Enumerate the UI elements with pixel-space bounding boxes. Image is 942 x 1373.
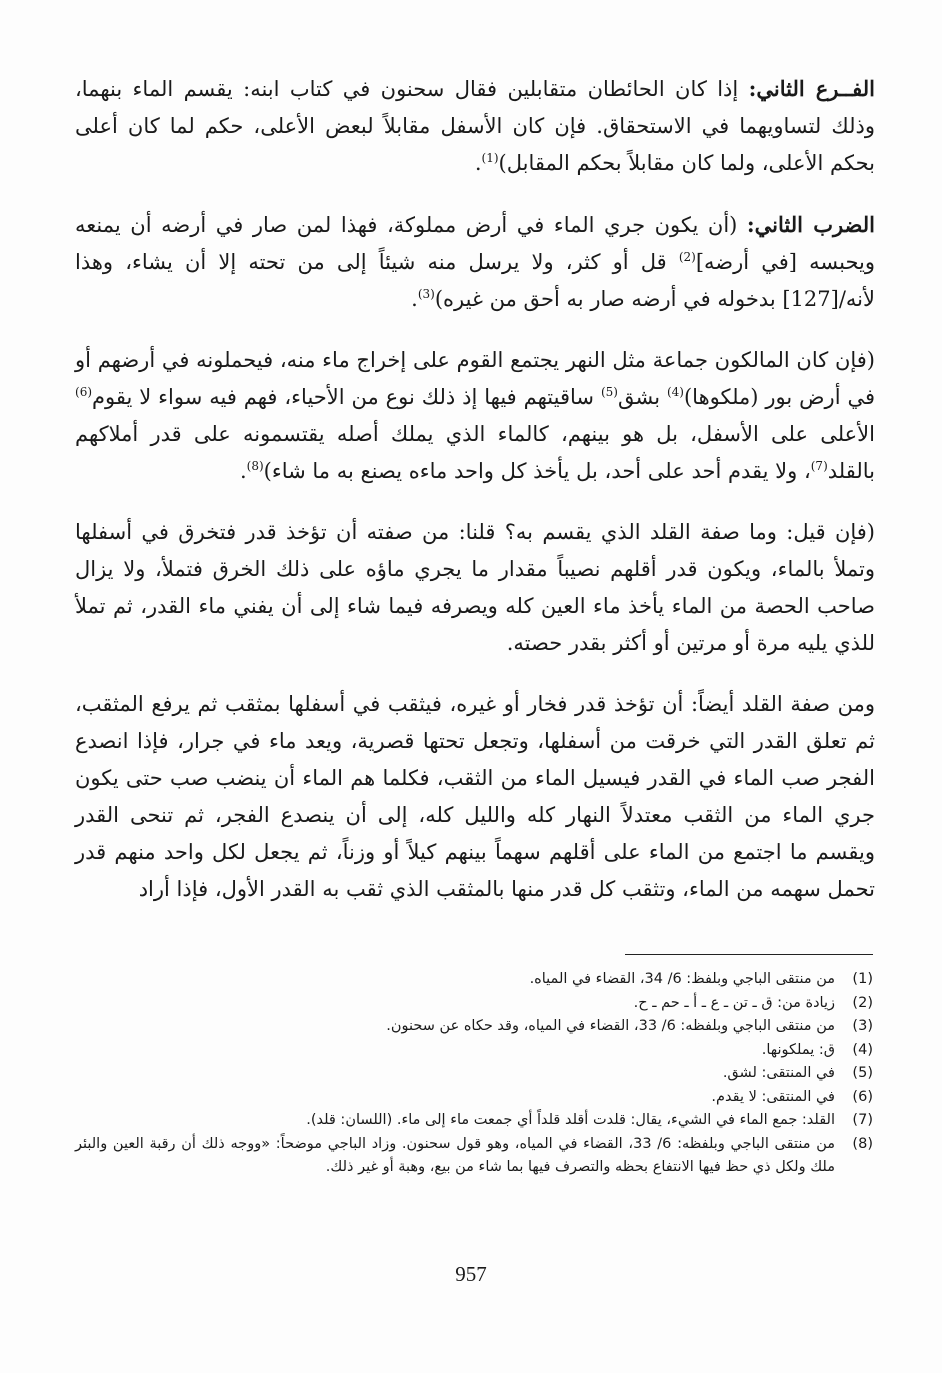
paragraph-branch-two (75, 70, 875, 182)
footnote (75, 992, 875, 1016)
footnote (75, 1062, 875, 1086)
footnote-ref: (4) (666, 385, 684, 399)
footnote (75, 1015, 875, 1039)
footnote-number: (6) (852, 1088, 873, 1105)
footnote-divider (625, 954, 873, 955)
text-run: قل أو كثر، ولا يرسل منه شيئاً إلى من تحته إلا أن يشاء، وهذا لأنه/[127] بدخوله في أرضه صار به أحق من غيره) (75, 250, 875, 311)
text-run: ، ولا يقدم أحد على أحد، بل يأخذ كل واحد ماءه يصنع به ما شاء) (263, 459, 811, 483)
footnote-text: ق: يملكونها. (761, 1041, 835, 1058)
footnote-ref: (3) (417, 287, 435, 301)
footnote (75, 1086, 875, 1110)
text-run: . (239, 459, 247, 483)
footnote-text: في المنتقى: لا يقدم. (711, 1088, 835, 1105)
footnote-ref: (5) (600, 385, 618, 399)
paragraph-qalad-question (75, 514, 875, 662)
footnote-text: زيادة من: ق ـ تن ـ ع ـ أ ـ حم ـ ح. (633, 994, 835, 1011)
footnote-ref: (1) (481, 151, 499, 165)
section-heading: الضرب الثاني: (746, 212, 875, 237)
text-run: إذا كان الحائطان متقابلين فقال سحنون في كتاب ابنه: يقسم الماء بنهما، وذلك لتساويهما في الاستحقاق. فإن كان الأسفل مقابلاً لبعض الأعلى، حكم لما كان أعلى بحكم الأعلى، ولما كان مقابلاً بحكم المقابل) (75, 77, 875, 175)
text-run: (أن يكون جري الماء في أرض مملوكة، فهذا لمن صار في أرضه أن يمنعه ويحبسه [في أرضه] (75, 213, 875, 274)
footnote-ref: (8) (246, 459, 264, 473)
paragraph-body (75, 692, 875, 901)
footnote-ref: (6) (75, 385, 93, 399)
footnote-number: (4) (852, 1041, 873, 1058)
text-run: . (411, 287, 418, 311)
page-number: 957 (455, 1262, 487, 1286)
text-run: بشق (617, 385, 667, 409)
footnote-text: في المنتقى: لشق. (722, 1065, 835, 1081)
paragraph-type-two (75, 206, 875, 318)
footnote-ref: (2) (678, 250, 696, 264)
footnote (75, 1039, 875, 1063)
footnote-number: (8) (852, 1135, 873, 1152)
footnote-text: من منتقى الباجي وبلفظه: 6/ 33، القضاء في المياه، وهو قول سحنون. وزاد الباجي موضحاً: «ووجه ذلك أن رقبة العين والبئر ملك ولكل ذي حظ فيها الانتفاع بحظه والتصرف فيها بما شاء من بيع، وهبة أو غير ذلك. (75, 1135, 836, 1175)
footnote-number: (2) (852, 994, 873, 1011)
text-run: (فإن قيل: وما صفة القلد الذي يقسم به؟ قلنا: من صفته أن تؤخذ قدر فتخرق في أسفلها وتملأ بالماء، ويكون قدر أقلهم نصيباً مقدار ما يجري ماؤه على ذلك الخرق فتملأ، ولا يزال صاحب الحصة من الماء يأخذ ماء العين كله ويصرفه فيما شاء إلى أن يفني ماء القدر، ثم تملأ للذي يليه مرة أو مرتين أو أكثر بقدر حصته. (75, 520, 875, 655)
footnote (75, 968, 875, 992)
footnote-text: من منتقى الباجي وبلفظ: 6/ 34، القضاء في المياه. (529, 971, 835, 987)
text-run: ومن صفة القلد أيضاً: أن تؤخذ قدر فخار أو غيره، فيثقب في أسفلها بمثقب ثم يرفع المثقب، ثم تعلق القدر التي خرقت من أسفلها، وتجعل تحتها قصرية، ويعد ماء في جرار، فإذا انصدع الفجر صب الماء في القدر فيسيل الماء من الثقب، فكلما هم الماء أن ينضب صب حتى يكون جري الماء من الثقب معتدلاً النهار كله والليل كله، إلى أن ينصدع الفجر، ثم تنحى القدر ويقسم ما اجتمع من الماء على أقلهم سهماً بينهم كيلاً أو وزناً، ثم يجعل لكل واحد منهم قدر تحمل سهمه من الماء، وتثقب كل قدر منها بالمثقب الذي ثقب به القدر الأول، فإذا أراد (75, 692, 875, 901)
text-run: (فإن كان المالكون جماعة مثل النهر يجتمع القوم على إخراج ماء منه، فيحملونه في أرضهم أو في أرض بور (ملكوها) (75, 348, 876, 409)
paragraph-qalad-description (75, 686, 875, 908)
text-run: الأعلى على الأسفل، بل هو بينهم، كالماء الذي يملك أصله يقتسمونه على قدر أملاكهم بالقلد (75, 422, 875, 483)
text-run: . (474, 151, 482, 175)
paragraph-body (75, 520, 875, 655)
paragraph-owners (75, 342, 875, 490)
footnotes-list (75, 968, 875, 1180)
footnote-text: القلد: جمع الماء في الشيء، يقال: قلدت أقلد قلداً أي جمعت ماء إلى ماء. (اللسان: قلد). (306, 1112, 835, 1128)
footnote-number: (1) (852, 971, 873, 987)
footnote-number: (5) (852, 1065, 873, 1081)
footnote (75, 1133, 875, 1180)
footnote-text: من منتقى الباجي وبلفظه: 6/ 33، القضاء في المياه، وقد حكاه عن سحنون. (386, 1018, 835, 1034)
main-text (75, 70, 875, 932)
text-run: ساقيتهم فيها إذ ذلك نوع من الأحياء، فهم فيه سواء لا يقوم (92, 385, 601, 409)
section-heading: الفــرع الثاني: (748, 76, 875, 101)
footnote-ref: (7) (810, 459, 828, 473)
footnote-number: (7) (852, 1112, 873, 1128)
paragraph-body (75, 348, 875, 483)
footnote (75, 1109, 875, 1133)
footnote-number: (3) (852, 1018, 873, 1034)
